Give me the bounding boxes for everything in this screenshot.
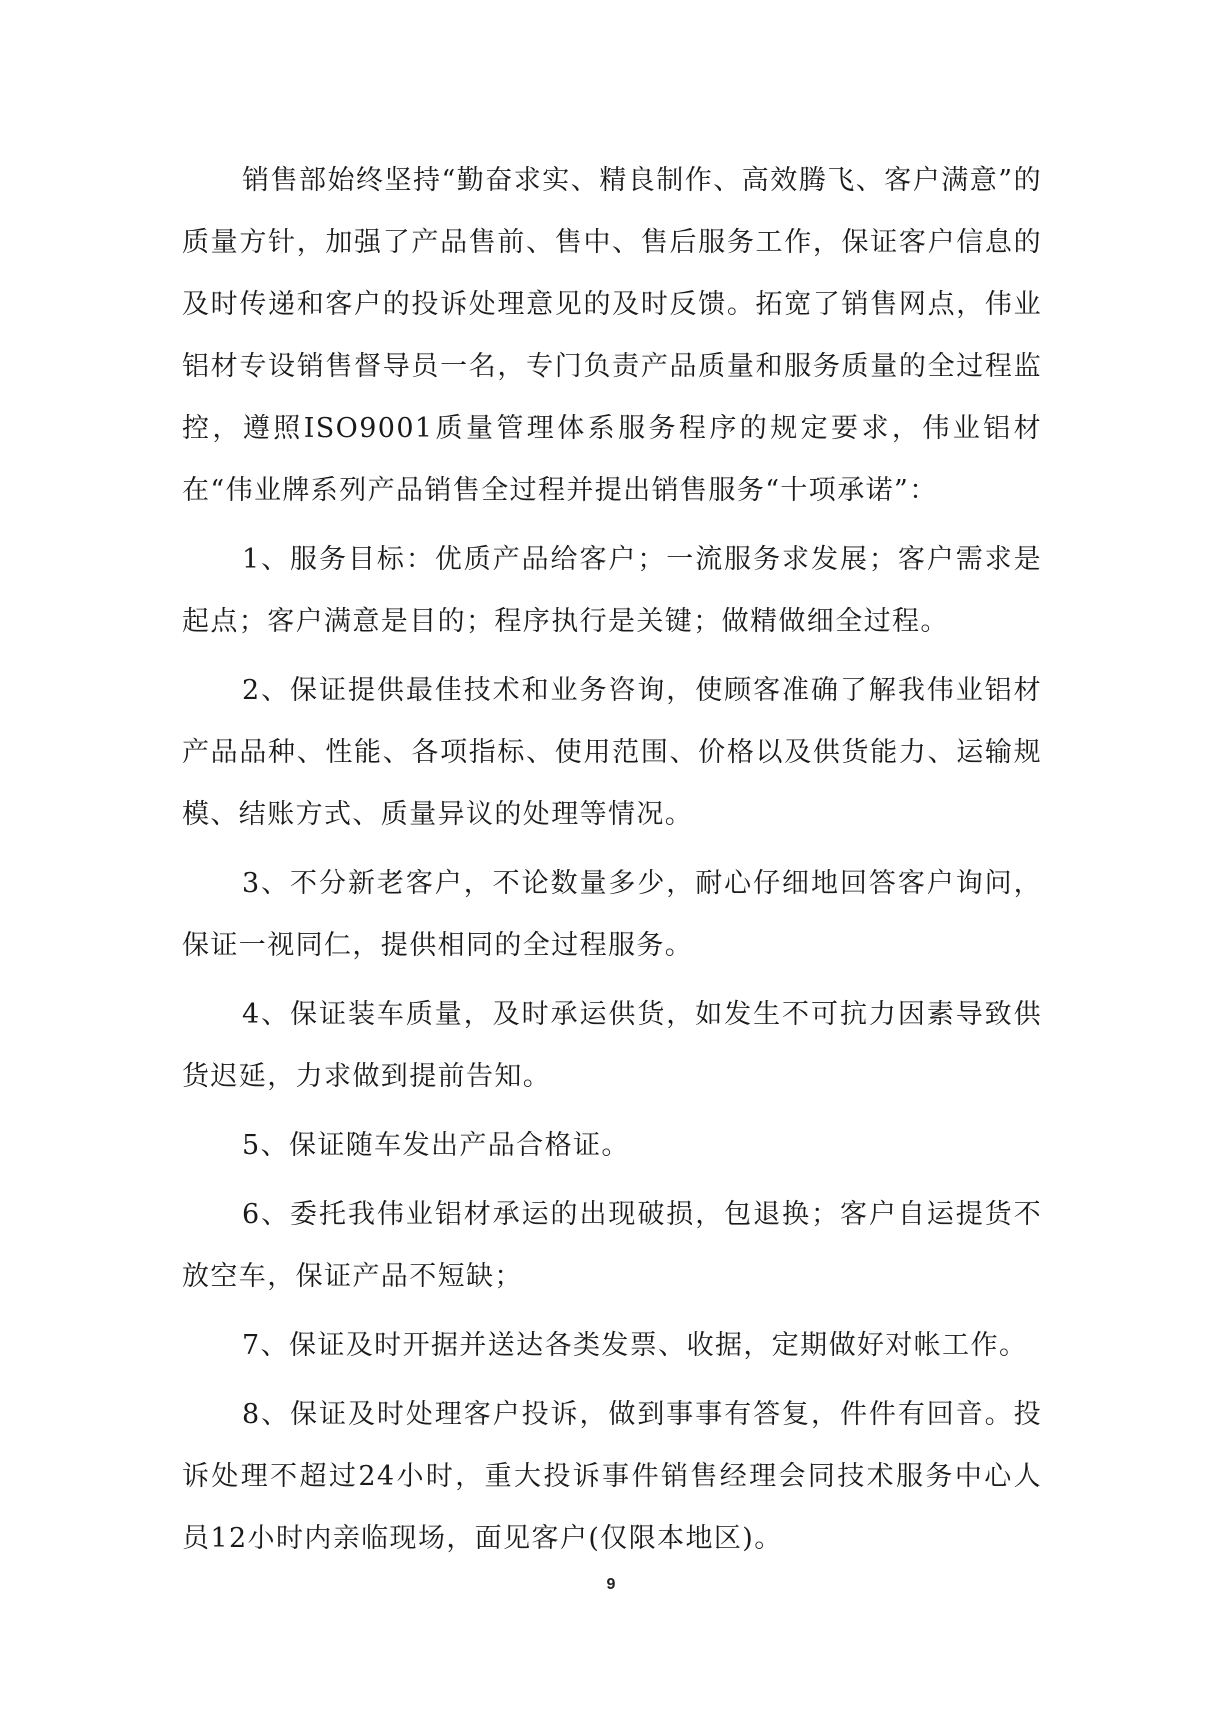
commitment-1-paragraph: 1、服务目标：优质产品给客户；一流服务求发展；客户需求是起点；客户满意是目的；程序执行是关键；做精做细全过程。 (182, 544, 1042, 637)
document-body (182, 150, 1042, 1577)
commitment-3-paragraph: 3、不分新老客户，不论数量多少，耐心仔细地回答客户询问，保证一视同仁，提供相同的全过程服务。 (182, 868, 1042, 961)
intro-paragraph: 销售部始终坚持“勤奋求实、精良制作、高效腾飞、客户满意”的质量方针，加强了产品售前、售中、售后服务工作，保证客户信息的及时传递和客户的投诉处理意见的及时反馈。拓宽了销售网点，伟业铝材专设销售督导员一名，专门负责产品质量和服务质量的全过程监控，遵照ISO9001质量管理体系服务程序的规定要求，伟业铝材在“伟业牌系列产品销售全过程并提出销售服务“十项承诺”： (182, 165, 1042, 506)
page-number: 9 (606, 1576, 616, 1593)
commitment-2-paragraph: 2、保证提供最佳技术和业务咨询，使顾客准确了解我伟业铝材产品品种、性能、各项指标、使用范围、价格以及供货能力、运输规模、结账方式、质量异议的处理等情况。 (182, 675, 1042, 830)
commitment-4-paragraph: 4、保证装车质量，及时承运供货，如发生不可抗力因素导致供货迟延，力求做到提前告知。 (182, 999, 1042, 1092)
commitment-5-paragraph: 5、保证随车发出产品合格证。 (242, 1130, 630, 1161)
commitment-8-paragraph: 8、保证及时处理客户投诉，做到事事有答复，件件有回音。投诉处理不超过24小时，重大投诉事件销售经理会同技术服务中心人员12小时内亲临现场，面见客户(仅限本地区)。 (182, 1399, 1042, 1554)
commitment-6-paragraph: 6、委托我伟业铝材承运的出现破损，包退换；客户自运提货不放空车，保证产品不短缺； (182, 1199, 1042, 1292)
commitment-7-paragraph: 7、保证及时开据并送达各类发票、收据，定期做好对帐工作。 (242, 1330, 1028, 1361)
